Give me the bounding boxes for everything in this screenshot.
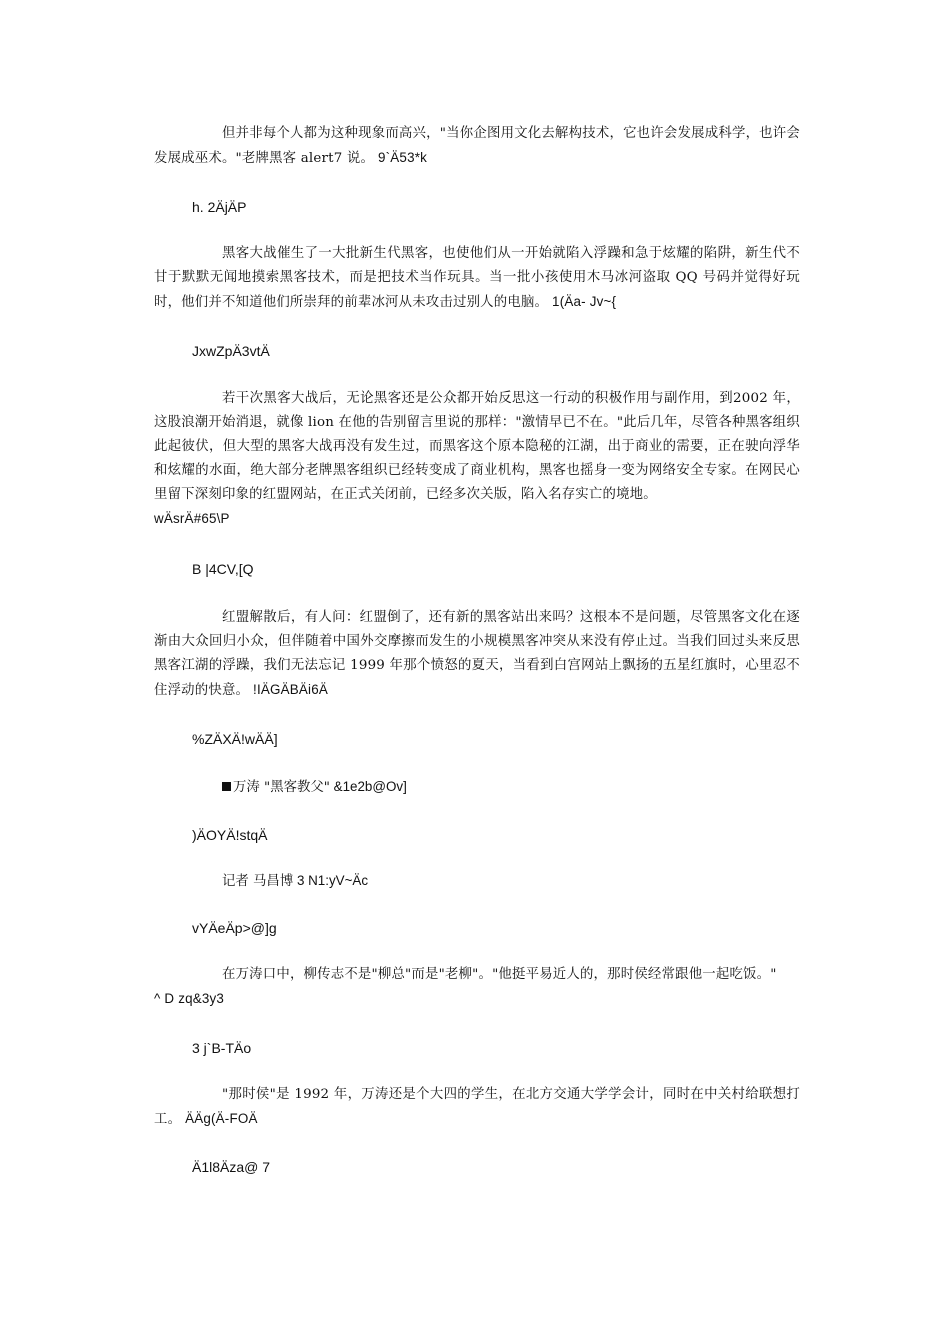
paragraph-4-noise: !IÄGÄBÄi6Ä <box>249 682 328 697</box>
paragraph-5-noise: ^ D zq&3y3 <box>154 991 225 1006</box>
paragraph-4 <box>154 606 800 703</box>
noise-line-2: JxwZpÄ3vtÄ <box>192 343 270 359</box>
noise-line-1: h. 2ÄjÄP <box>192 199 247 215</box>
paragraph-1-text: 但并非每个人都为这种现象而高兴，"当你企图用文化去解构技术，它也许会发展成科学，也许会发展成巫术。"老牌黑客 alert7 说。 <box>154 126 800 166</box>
noise-line-8: Ä1l8Äza@ 7 <box>192 1159 271 1175</box>
paragraph-3-text: 若干次黑客大战后，无论黑客还是公众都开始反思这一行动的积极作用与副作用，到2002 年，这股浪潮开始消退，就像 lion 在他的告别留言里说的那样："激情早已不在。"此后几年，尽管各种黑客组织此起彼伏，但大型的黑客大战再没有发生过，而黑客这个原本隐秘的江湖，出于商业的需要，正在驶向浮华和炫耀的水面，绝大部分老牌黑客组织已经转变成了商业机构，黑客也摇身一变为网络安全专家。在网民心里留下深刻印象的红盟网站，在正式关闭前，已经多次关版，陷入名存实亡的境地。 <box>154 391 800 502</box>
paragraph-1 <box>154 122 800 171</box>
subtitle <box>222 775 407 800</box>
paragraph-5 <box>154 963 800 1012</box>
paragraph-6-text: "那时侯"是 1992 年，万涛还是个大四的学生，在北方交通大学学会计，同时在中关村给联想打工。 <box>154 1087 800 1127</box>
paragraph-2 <box>154 242 800 315</box>
paragraph-3-noise: wÄsrÄ#65\P <box>154 511 230 526</box>
paragraph-2-noise: 1(Äa- Jv~{ <box>548 294 617 309</box>
byline <box>222 869 368 894</box>
noise-line-4: %ZÄXÄ!wÄÄ] <box>192 731 278 747</box>
paragraph-2-text: 黑客大战催生了一大批新生代黑客，也使他们从一开始就陷入浮躁和急于炫耀的陷阱，新生代不甘于默默无闻地摸索黑客技术，而是把技术当作玩具。当一批小孩使用木马冰河盗取 QQ 号码并觉得好玩时，他们并不知道他们所崇拜的前辈冰河从未攻击过别人的电脑。 <box>154 246 800 310</box>
paragraph-6-noise: ÄÄg(Ä-FOÄ <box>181 1111 258 1126</box>
black-square-bullet-icon <box>222 782 231 791</box>
noise-line-5: )ÄOYÄ!stqÄ <box>192 827 268 843</box>
subtitle-text: 万涛 "黑客教父" <box>233 780 330 795</box>
byline-text: 记者 马昌博 <box>222 874 294 889</box>
paragraph-3 <box>154 387 800 532</box>
noise-line-3: B |4CV,[Q <box>192 561 254 577</box>
noise-line-7: 3 j`B-TÄo <box>192 1040 252 1056</box>
noise-line-6: vYÄeÄp>@]g <box>192 920 277 936</box>
paragraph-4-text: 红盟解散后，有人问：红盟倒了，还有新的黑客站出来吗？这根本不是问题，尽管黑客文化在逐渐由大众回归小众，但伴随着中国外交摩擦而发生的小规模黑客冲突从来没有停止过。当我们回过头来反思黑客江湖的浮躁，我们无法忘记 1999 年那个愤怒的夏天，当看到白宫网站上飘扬的五星红旗时，心里忍不住浮动的快意。 <box>154 610 800 698</box>
paragraph-5-text: 在万涛口中，柳传志不是"柳总"而是"老柳"。"他挺平易近人的，那时侯经常跟他一起吃饭。" <box>222 967 777 982</box>
subtitle-noise: &1e2b@Ov] <box>329 779 407 794</box>
byline-noise: 3 N1:yV~Äc <box>293 873 369 888</box>
paragraph-6 <box>154 1083 800 1132</box>
paragraph-1-noise: 9`Ä53*k <box>374 150 428 165</box>
